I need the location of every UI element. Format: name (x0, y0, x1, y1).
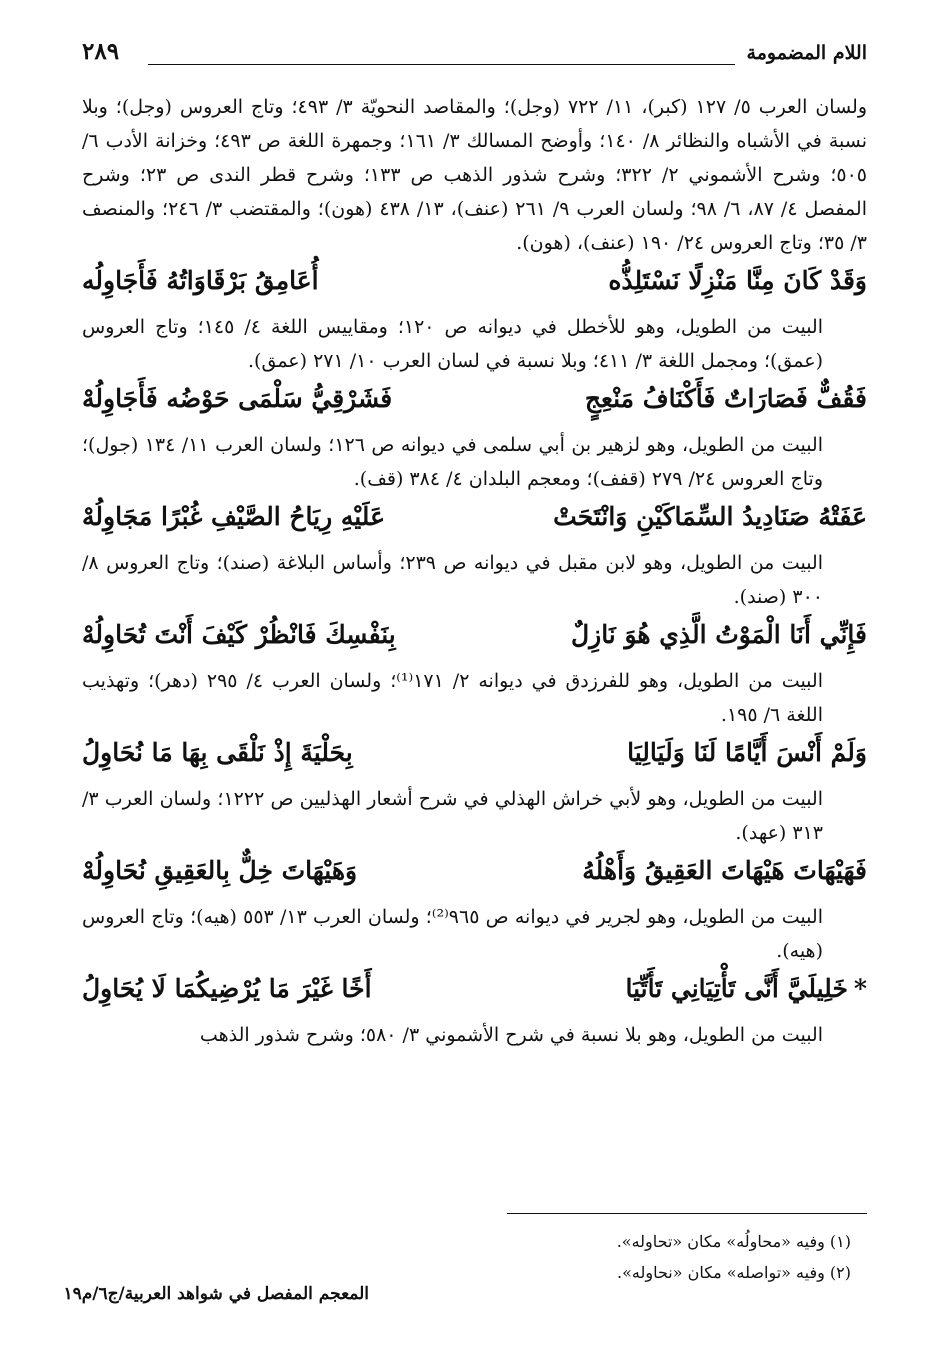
verse-first-hemistich (625, 974, 867, 1003)
verse-first-hemistich (582, 856, 867, 885)
verse-first-text: عَفَتْهُ صَنَادِيدُ السِّمَاكَيْنِ وَانْتَحَتْ (553, 502, 867, 531)
footnote-2: (٢) وفيه «تواصله» مكان «نحاوله». (617, 1263, 851, 1282)
footnote-1: (١) وفيه «محاولُه» مكان «تحاوله». (616, 1232, 851, 1251)
page-body (82, 90, 867, 1052)
citation-paragraph: البيت من الطويل، وهو للأخطل في ديوانه ص ١٢٠؛ ومقاييس اللغة ٤/ ١٤٥؛ وتاج العروس (عمق)؛ ومجمل اللغة ٣/ ٤١١؛ وبلا نسبة في لسان العرب ١٠/ ٢٧١ (عمق). (82, 316, 823, 372)
verse-second-hemistich: أَخًا غَيْرَ مَا يُرْضِيكُمَا لَا يُحَاوِلُ (82, 974, 372, 1003)
verse-line (82, 260, 867, 310)
verse-line (82, 614, 867, 664)
verse-first-text: وَلَمْ أَنْسَ أَيَّامًا لَنَا وَلَيَالِيَا (627, 738, 867, 767)
verse-second-hemistich: وَهَيْهَاتَ خِلٌّ بِالعَقِيقِ نُحَاوِلُهْ (82, 856, 358, 885)
verse-first-hemistich (585, 384, 867, 413)
citation-paragraph: البيت من الطويل، وهو بلا نسبة في شرح الأشموني ٣/ ٥٨٠؛ وشرح شذور الذهب (199, 1024, 823, 1046)
text-paragraph: ولسان العرب ٥/ ١٢٧ (كبر)، ١١/ ٧٢٢ (وجل)؛ والمقاصد النحويّة ٣/ ٤٩٣؛ وتاج العروس (وجل)؛ وبلا نسبة في الأشباه والنظائر ٨/ ١٤٠؛ وأوضح المسالك ٣/ ١٦١؛ وجمهرة اللغة ص ٤٩٣؛ وخزانة الأدب ٦/ ٥٠٥؛ وشرح الأشموني ٢/ ٣٢٢؛ وشرح شذور الذهب ص ١٣٣؛ وشرح قطر الندى ص ٢٣؛ وشرح المفصل ٤/ ٨٧، ٦/ ٩٨؛ ولسان العرب ٩/ ٢٦١ (عنف)، ١٣/ ٤٣٨ (هون)؛ والمقتضب ٣/ ٢٤٦؛ والمنصف ٣/ ٣٥؛ وتاج العروس ٢٤/ ١٩٠ (عنف)، (هون). (82, 96, 868, 254)
page-number: ٢٨٩ (82, 38, 120, 65)
page-footer: المعجم المفصل في شواهد العربية/ج٦/م١٩ (63, 1284, 369, 1304)
verse-first-hemistich (608, 266, 867, 295)
citation-paragraph: البيت من الطويل، وهو لابن مقبل في ديوانه ص ٢٣٩؛ وأساس البلاغة (صند)؛ وتاج العروس ٨/ ٣٠٠ (صند). (82, 552, 823, 608)
verse-first-text: خَلِيلَيَّ أَنَّى تَأْتِيَانِي تَأَتِّيَا (625, 974, 848, 1003)
header-rule (148, 64, 735, 65)
verse-second-hemistich: أُعَامِقُ بَرْقَاوَاتُهُ فَأَجَاوِلُه (82, 266, 319, 295)
page-header (82, 40, 867, 74)
citation-paragraph: البيت من الطويل، وهو لأبي خراش الهذلي في شرح أشعار الهذليين ص ١٢٢٢؛ ولسان العرب ٣/ ٣١٣ (عهد). (82, 788, 823, 844)
verse-line (82, 732, 867, 782)
citation-paragraph: البيت من الطويل، وهو لجرير في ديوانه ص ٩٦٥⁽²⁾؛ ولسان العرب ١٣/ ٥٥٣ (هيه)؛ وتاج العروس (هيه). (82, 906, 823, 962)
footnote-rule (507, 1213, 867, 1214)
verse-first-text: فَإِنِّي أَنَا الْمَوْتُ الَّذِي هُوَ نَازِلٌ (570, 620, 867, 649)
verse-second-hemistich: بِنَفْسِكَ فَانْظُرْ كَيْفَ أَنْتَ تُحَاوِلُهْ (82, 620, 396, 649)
verse-line (82, 378, 867, 428)
verse-first-text: فَهَيْهَاتَ هَيْهَاتَ العَقِيقُ وَأَهْلُهُ (582, 856, 867, 885)
verse-first-hemistich (571, 620, 867, 649)
verse-first-text: فَقُفٌّ فَصَارَاتٌ فَأَكْنَافُ مَنْعِجٍ (584, 384, 867, 413)
verse-second-hemistich: عَلَيْهِ رِيَاحُ الصَّيْفِ غُبْرًا مَجَاوِلُهْ (82, 502, 386, 531)
star-marker: * (853, 974, 867, 1003)
section-title: اللام المضمومة (746, 42, 867, 64)
verse-line (82, 850, 867, 900)
verse-first-text: وَقَدْ كَانَ مِنَّا مَنْزِلًا نَسْتَلِذُّه (608, 266, 867, 295)
verse-second-hemistich: بِحَلْيَةَ إِذْ نَلْقَى بِهَا مَا نُحَاوِلُ (82, 738, 353, 767)
verse-second-hemistich: فَشَرْقِيُّ سَلْمَى حَوْضُه فَأَجَاوِلُهْ (82, 384, 393, 413)
citation-paragraph: البيت من الطويل، وهو لزهير بن أبي سلمى في ديوانه ص ١٢٦؛ ولسان العرب ١١/ ١٣٤ (جول)؛ وتاج العروس ٢٤/ ٢٧٩ (قفف)؛ ومعجم البلدان ٤/ ٣٨٤ (قف). (82, 434, 824, 490)
verse-line (82, 968, 867, 1018)
footnotes (351, 1226, 851, 1288)
verse-first-hemistich (627, 738, 867, 767)
citation-paragraph: البيت من الطويل، وهو للفرزدق في ديوانه ٢/ ١٧١⁽¹⁾؛ ولسان العرب ٤/ ٢٩٥ (دهر)؛ وتهذيب اللغة ٦/ ١٩٥. (82, 670, 823, 726)
verse-first-hemistich (553, 502, 867, 531)
verse-line (82, 496, 867, 546)
